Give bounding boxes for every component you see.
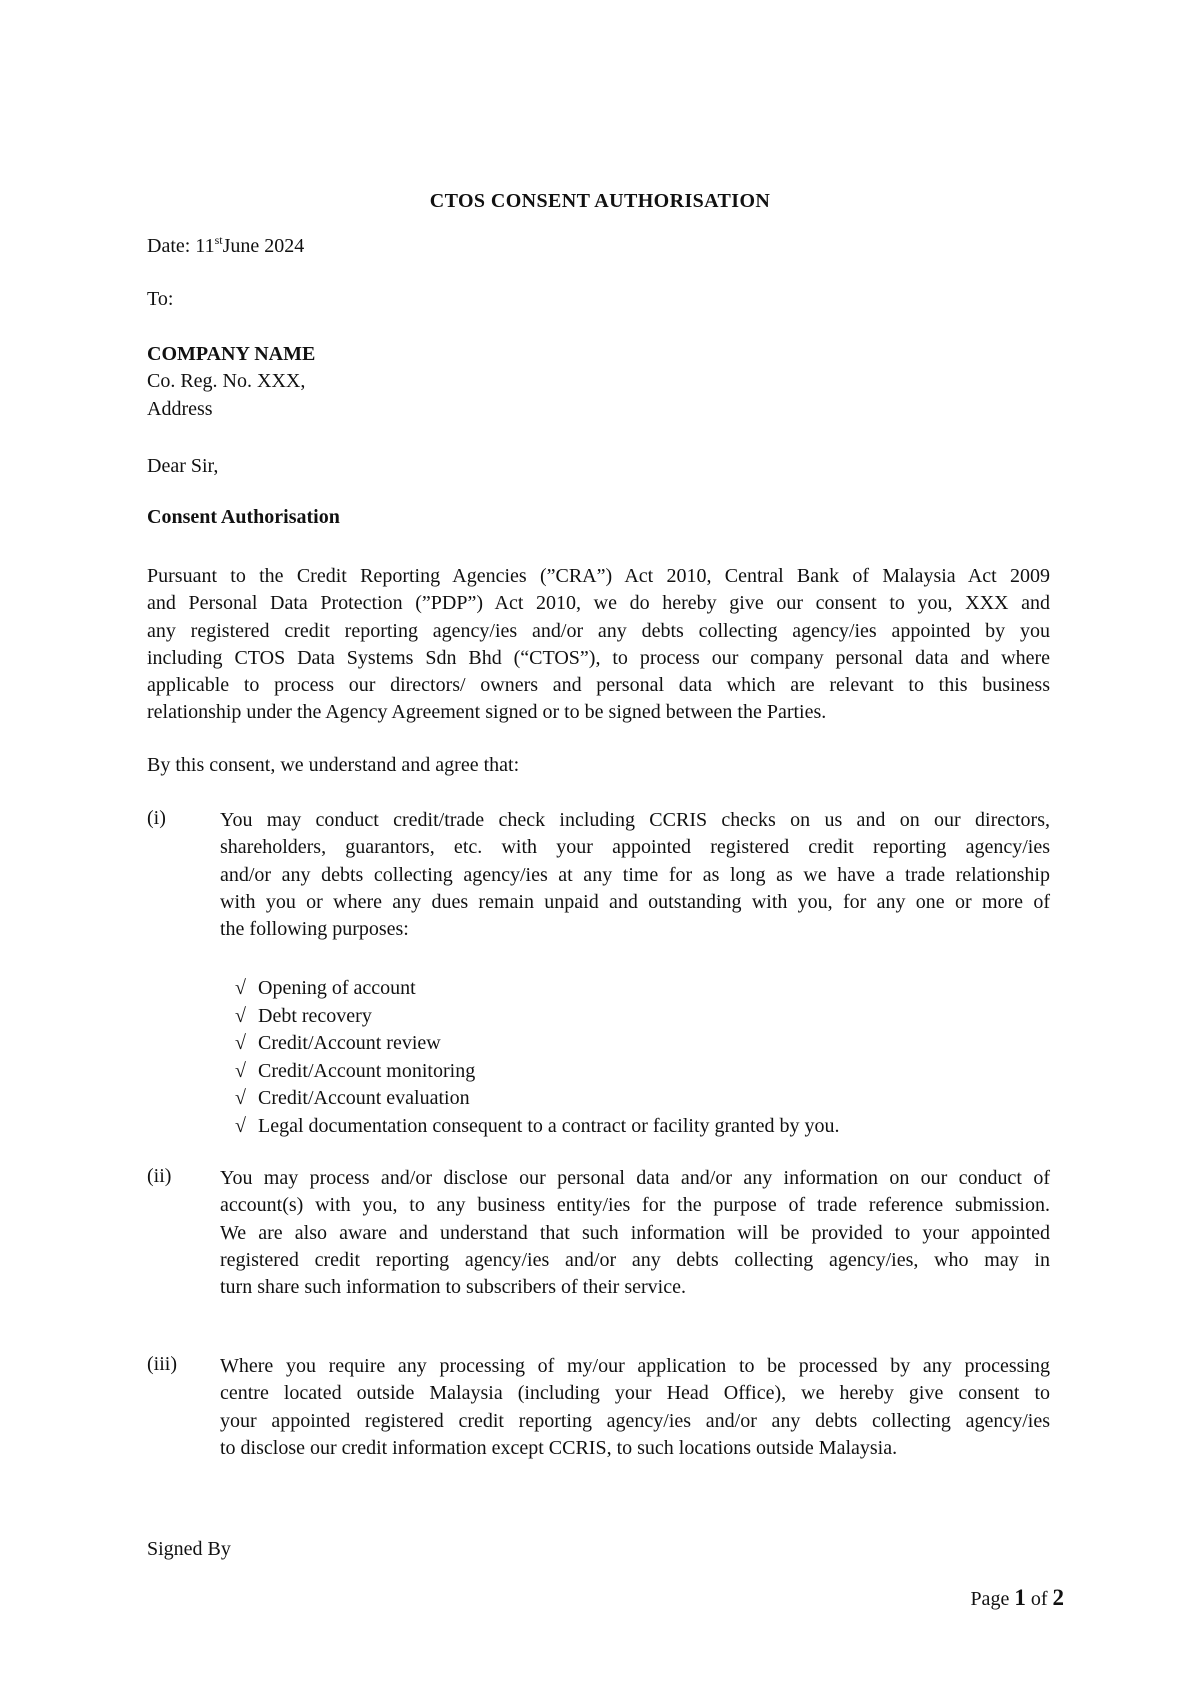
item-marker-iii: (iii)	[147, 1353, 177, 1375]
checkmark-icon: √	[235, 1087, 246, 1109]
item-body-iii	[220, 1353, 1050, 1462]
page-current: 1	[1014, 1585, 1026, 1610]
list-item	[235, 1030, 839, 1058]
list-item	[235, 1003, 839, 1031]
item-line: We are also aware and understand that such information will be provided to your appointed	[220, 1221, 1050, 1244]
item-line: to disclose our credit information except CCRIS, to such locations outside Malaysia.	[220, 1436, 898, 1459]
item-line: account(s) with you, to any business entity/ies for the purpose of trade reference submission.	[220, 1194, 1050, 1217]
item-marker-ii: (ii)	[147, 1165, 172, 1187]
purpose-label: Opening of account	[258, 977, 416, 999]
page-label: Page	[970, 1588, 1010, 1610]
item-line: with you or where any dues remain unpaid and outstanding with you, for any one or more of	[220, 890, 1050, 913]
page-total: 2	[1052, 1585, 1064, 1610]
recipient-company: COMPANY NAME	[147, 343, 316, 365]
list-item	[235, 1085, 839, 1113]
list-item	[235, 975, 839, 1003]
purpose-label: Legal documentation consequent to a contract or facility granted by you.	[258, 1114, 840, 1137]
list-item	[235, 1113, 839, 1141]
paragraph-line: relationship under the Agency Agreement signed or to be signed between the Parties.	[147, 701, 827, 724]
item-line: centre located outside Malaysia (including your Head Office), we hereby give consent to	[220, 1382, 1050, 1405]
item-line: You may process and/or disclose our personal data and/or any information on our conduct of	[220, 1167, 1050, 1189]
subject-heading: Consent Authorisation	[147, 506, 340, 528]
item-line: turn share such information to subscribers of their service.	[220, 1276, 686, 1299]
of-label: of	[1030, 1588, 1048, 1610]
paragraph-line: applicable to process our directors/ owners and personal data which are relevant to this business	[147, 674, 1050, 697]
item-body-ii	[220, 1165, 1050, 1301]
list-item	[235, 1058, 839, 1086]
item-line: Where you require any processing of my/our application to be processed by any processing	[220, 1355, 1050, 1377]
date-ordinal-suffix: st	[214, 233, 223, 247]
checkmark-icon: √	[235, 977, 246, 999]
purpose-label: Credit/Account review	[258, 1032, 441, 1054]
purpose-label: Credit/Account monitoring	[258, 1059, 476, 1082]
checkmark-icon: √	[235, 1059, 246, 1082]
purposes-list	[235, 975, 839, 1140]
paragraph-line: including CTOS Data Systems Sdn Bhd (“CTOS”), to process our company personal data and where	[147, 646, 1050, 669]
recipient-reg-no: Co. Reg. No. XXX,	[147, 370, 306, 392]
item-line: your appointed registered credit reporting agency/ies and/or any debts collecting agency/ies	[220, 1409, 1050, 1432]
page-number-footer	[970, 1585, 1064, 1611]
paragraph-line: any registered credit reporting agency/ies and/or any debts collecting agency/ies appointed by you	[147, 619, 1050, 642]
item-body-i	[220, 807, 1050, 943]
consent-intro: By this consent, we understand and agree that:	[147, 754, 520, 776]
item-marker-i: (i)	[147, 807, 166, 829]
consent-paragraph	[147, 563, 1050, 727]
item-line: You may conduct credit/trade check including CCRIS checks on us and on our directors,	[220, 809, 1050, 831]
item-line: registered credit reporting agency/ies and/or any debts collecting agency/ies, who may in	[220, 1248, 1050, 1271]
date-rest: June 2024	[222, 235, 305, 257]
date-label: Date: 11	[147, 235, 215, 257]
document-title: CTOS CONSENT AUTHORISATION	[429, 190, 771, 212]
purpose-label: Credit/Account evaluation	[258, 1087, 470, 1109]
paragraph-line: and Personal Data Protection (”PDP”) Act 2010, we do hereby give our consent to you, XXX and	[147, 592, 1050, 615]
checkmark-icon: √	[235, 1032, 246, 1054]
letter-date	[147, 235, 304, 258]
item-line: and/or any debts collecting agency/ies at any time for as long as we have a trade relationship	[220, 863, 1050, 886]
purpose-label: Debt recovery	[258, 1004, 372, 1027]
paragraph-line: Pursuant to the Credit Reporting Agencies (”CRA”) Act 2010, Central Bank of Malaysia Act 2009	[147, 565, 1050, 587]
checkmark-icon: √	[235, 1004, 246, 1027]
item-line: the following purposes:	[220, 918, 409, 941]
item-line: shareholders, guarantors, etc. with your appointed registered credit reporting agency/ies	[220, 836, 1050, 859]
signed-by-label: Signed By	[147, 1538, 231, 1560]
salutation: Dear Sir,	[147, 455, 219, 477]
recipient-address: Address	[147, 398, 213, 420]
checkmark-icon: √	[235, 1114, 246, 1137]
to-label: To:	[147, 288, 174, 310]
